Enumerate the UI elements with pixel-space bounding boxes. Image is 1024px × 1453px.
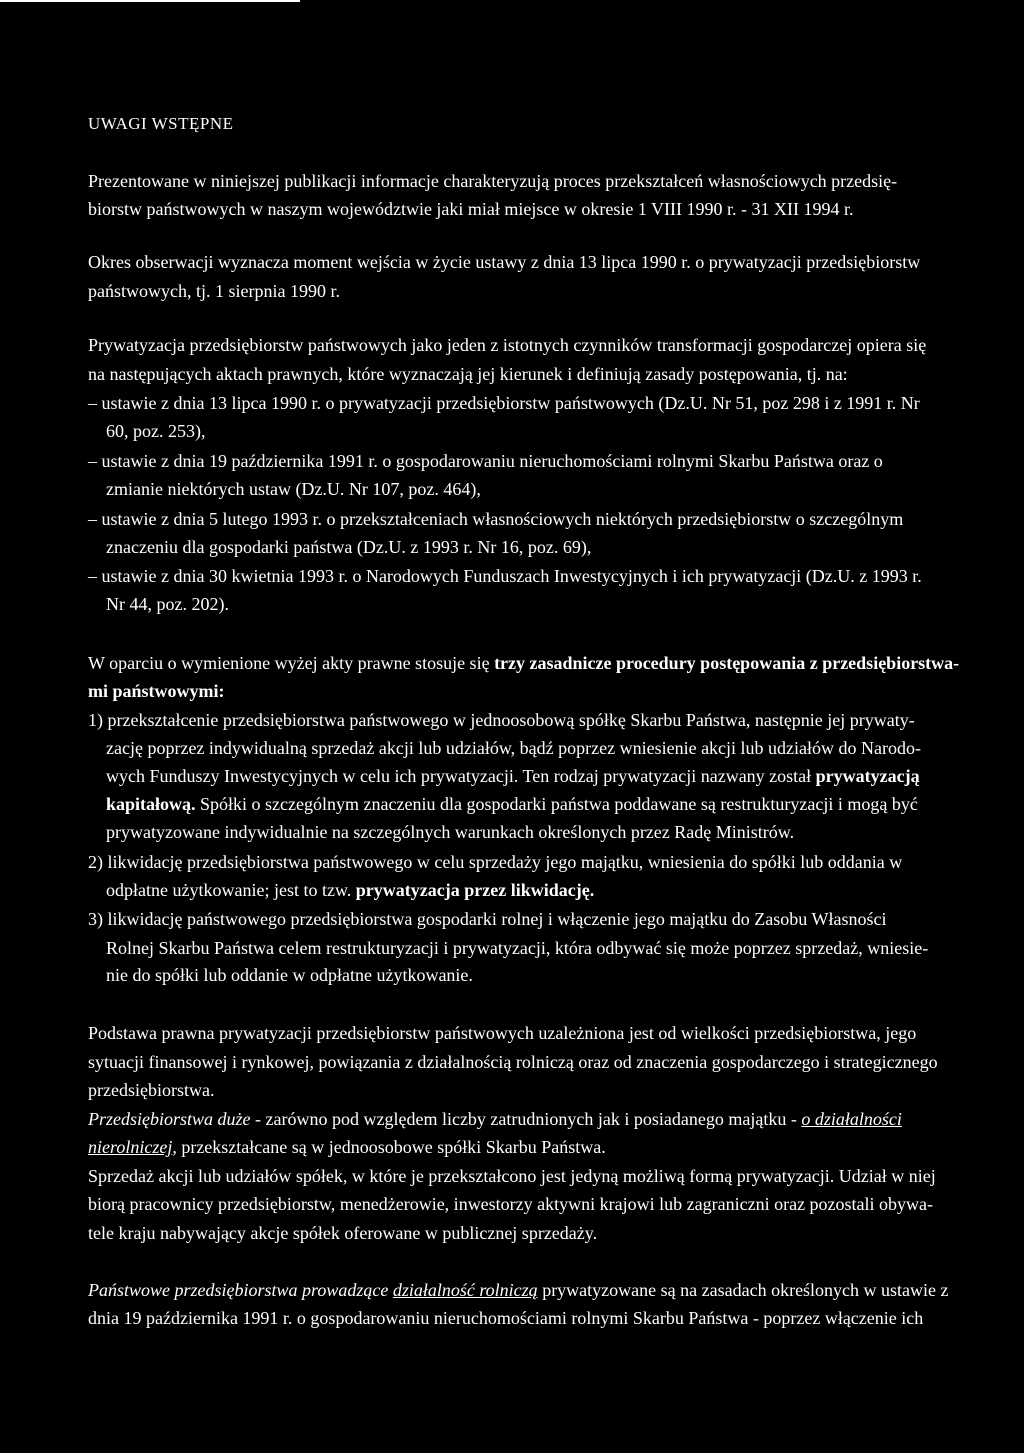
procedures-intro-line-2: mi państwowymi: <box>88 681 225 701</box>
large-enterprises-text: - zarówno pod względem liczby zatrudnionych jak i posiadanego majątku - <box>250 1109 802 1129</box>
procedure-2-line-1: 2) likwidację przedsiębiorstwa państwowego w celu sprzedaży jego majątku, wniesienia do spółki lub oddania w <box>88 852 903 872</box>
agri-line-2: dnia 19 października 1991 r. o gospodarowaniu nieruchomościami rolnymi Skarbu Państwa - poprzez włączenie ich <box>88 1308 924 1328</box>
act-item-1-line-2: 60, poz. 253), <box>106 421 206 441</box>
procedure-1-line-2: zację poprzez indywidualną sprzedaż akcji lub udziałów, bądź poprzez wniesienie akcji lub udziałów do Narodo- <box>106 738 922 758</box>
basis-line-3: przedsiębiorstwa. <box>88 1080 215 1100</box>
procedures-intro-bold: trzy zasadnicze procedury postępowania z przedsiębiorstwa- <box>494 653 960 673</box>
procedure-1-line-4 <box>106 793 918 815</box>
agri-term: Państwowe przedsiębiorstwa prowadzące <box>88 1280 393 1300</box>
page-heading: UWAGI WSTĘPNE <box>88 114 234 133</box>
act-item-4-line-1: – ustawie z dnia 30 kwietnia 1993 r. o Narodowych Funduszach Inwestycyjnych i ich prywatyzacji (Dz.U. z 1993 r. <box>88 566 922 586</box>
act-item-4-line-2: Nr 44, poz. 202). <box>106 594 229 614</box>
intro-line-1: Prezentowane w niniejszej publikacji informacje charakteryzują proces przekształceń własnościowych przedsię- <box>88 171 898 191</box>
procedures-intro-line-1 <box>88 652 959 674</box>
procedure-1-bold-term: prywatyzacją <box>815 766 920 786</box>
act-item-1-line-1: – ustawie z dnia 13 lipca 1990 r. o prywatyzacji przedsiębiorstw państwowych (Dz.U. Nr 51, poz 298 i z 1991 r. Nr <box>88 393 920 413</box>
procedures-intro-text: W oparciu o wymienione wyżej akty prawne stosuje się <box>88 653 495 673</box>
period-line-2: państwowych, tj. 1 sierpnia 1990 r. <box>88 281 340 301</box>
act-item-2-line-2: zmianie niektórych ustaw (Dz.U. Nr 107, poz. 464), <box>106 479 481 499</box>
non-agricultural-term-1: o działalności <box>801 1109 902 1129</box>
large-enterprises-term: Przedsiębiorstwa duże <box>88 1109 251 1129</box>
large-enterprises-line-1 <box>88 1108 902 1130</box>
procedure-1-bold-term-2: kapitałową. <box>106 794 196 814</box>
agri-activity-term: działalność rolniczą <box>392 1280 538 1300</box>
large-enterprises-text-2: , przekształcane są w jednoosobowe spółki Skarbu Państwa. <box>172 1137 606 1157</box>
basis-line-2: sytuacji finansowej i rynkowej, powiązania z działalnością rolniczą oraz od znaczenia gospodarczego i strategicznego <box>88 1052 938 1072</box>
procedure-1-line-1: 1) przekształcenie przedsiębiorstwa państwowego w jednoosobową spółkę Skarbu Państwa, następnie jej prywaty- <box>88 710 915 730</box>
procedure-1-line-3-text: wych Funduszy Inwestycyjnych w celu ich prywatyzacji. Ten rodzaj prywatyzacji nazwany został <box>106 766 816 786</box>
agri-line-1 <box>88 1279 949 1301</box>
acts-line-1: Prywatyzacja przedsiębiorstw państwowych jako jeden z istotnych czynników transformacji gospodarczej opiera się <box>88 335 927 355</box>
act-item-3-line-2: znaczeniu dla gospodarki państwa (Dz.U. z 1993 r. Nr 16, poz. 69), <box>106 537 592 557</box>
acts-line-2: na następujących aktach prawnych, które wyznaczają jej kierunek i definiują zasady postępowania, tj. na: <box>88 364 848 384</box>
sale-line-1: Sprzedaż akcji lub udziałów spółek, w które je przekształcono jest jedyną możliwą formą prywatyzacji. Udział w niej <box>88 1166 936 1186</box>
procedure-2-line-2-text: odpłatne użytkowanie; jest to tzw. <box>106 880 356 900</box>
procedure-3-line-2: Rolnej Skarbu Państwa celem restrukturyzacji i prywatyzacji, która odbywać się może poprzez sprzedaż, wniesie- <box>106 938 929 958</box>
scan-edge-line <box>0 0 300 2</box>
procedure-2-line-2 <box>106 879 594 901</box>
act-item-3-line-1: – ustawie z dnia 5 lutego 1993 r. o przekształceniach własnościowych niektórych przedsiębiorstw o szczególnym <box>88 509 904 529</box>
agri-line-1-text: prywatyzowane są na zasadach określonych w ustawie z <box>537 1280 949 1300</box>
non-agricultural-term-2: nierolniczej <box>88 1137 173 1157</box>
large-enterprises-line-2 <box>88 1136 606 1158</box>
period-line-1: Okres obserwacji wyznacza moment wejścia w życie ustawy z dnia 13 lipca 1990 r. o prywatyzacji przedsiębiorstw <box>88 252 921 272</box>
intro-line-2: biorstw państwowych w naszym województwie jaki miał miejsce w okresie 1 VIII 1990 r. - 31 XII 1994 r. <box>88 199 854 219</box>
procedure-2-bold-term: prywatyzacja przez likwidację. <box>355 880 595 900</box>
sale-line-3: tele kraju nabywający akcje spółek oferowane w publicznej sprzedaży. <box>88 1223 598 1243</box>
basis-line-1: Podstawa prawna prywatyzacji przedsiębiorstw państwowych uzależniona jest od wielkości przedsiębiorstwa, jego <box>88 1023 917 1043</box>
procedure-1-line-3 <box>106 765 920 787</box>
procedure-3-line-1: 3) likwidację państwowego przedsiębiorstwa gospodarki rolnej i włączenie jego majątku do Zasobu Własności <box>88 909 887 929</box>
sale-line-2: biorą pracownicy przedsiębiorstw, menedżerowie, inwestorzy aktywni krajowi lub zagraniczni oraz pozostali obywa- <box>88 1194 934 1214</box>
procedure-1-line-4-text: Spółki o szczególnym znaczeniu dla gospodarki państwa poddawane są restrukturyzacji i mogą być <box>195 794 918 814</box>
procedure-3-line-3: nie do spółki lub oddanie w odpłatne użytkowanie. <box>106 965 473 985</box>
procedure-1-line-5: prywatyzowane indywidualnie na szczególnych warunkach określonych przez Radę Ministrów. <box>106 822 795 842</box>
act-item-2-line-1: – ustawie z dnia 19 października 1991 r. o gospodarowaniu nieruchomościami rolnymi Skarbu Państwa oraz o <box>88 451 883 471</box>
